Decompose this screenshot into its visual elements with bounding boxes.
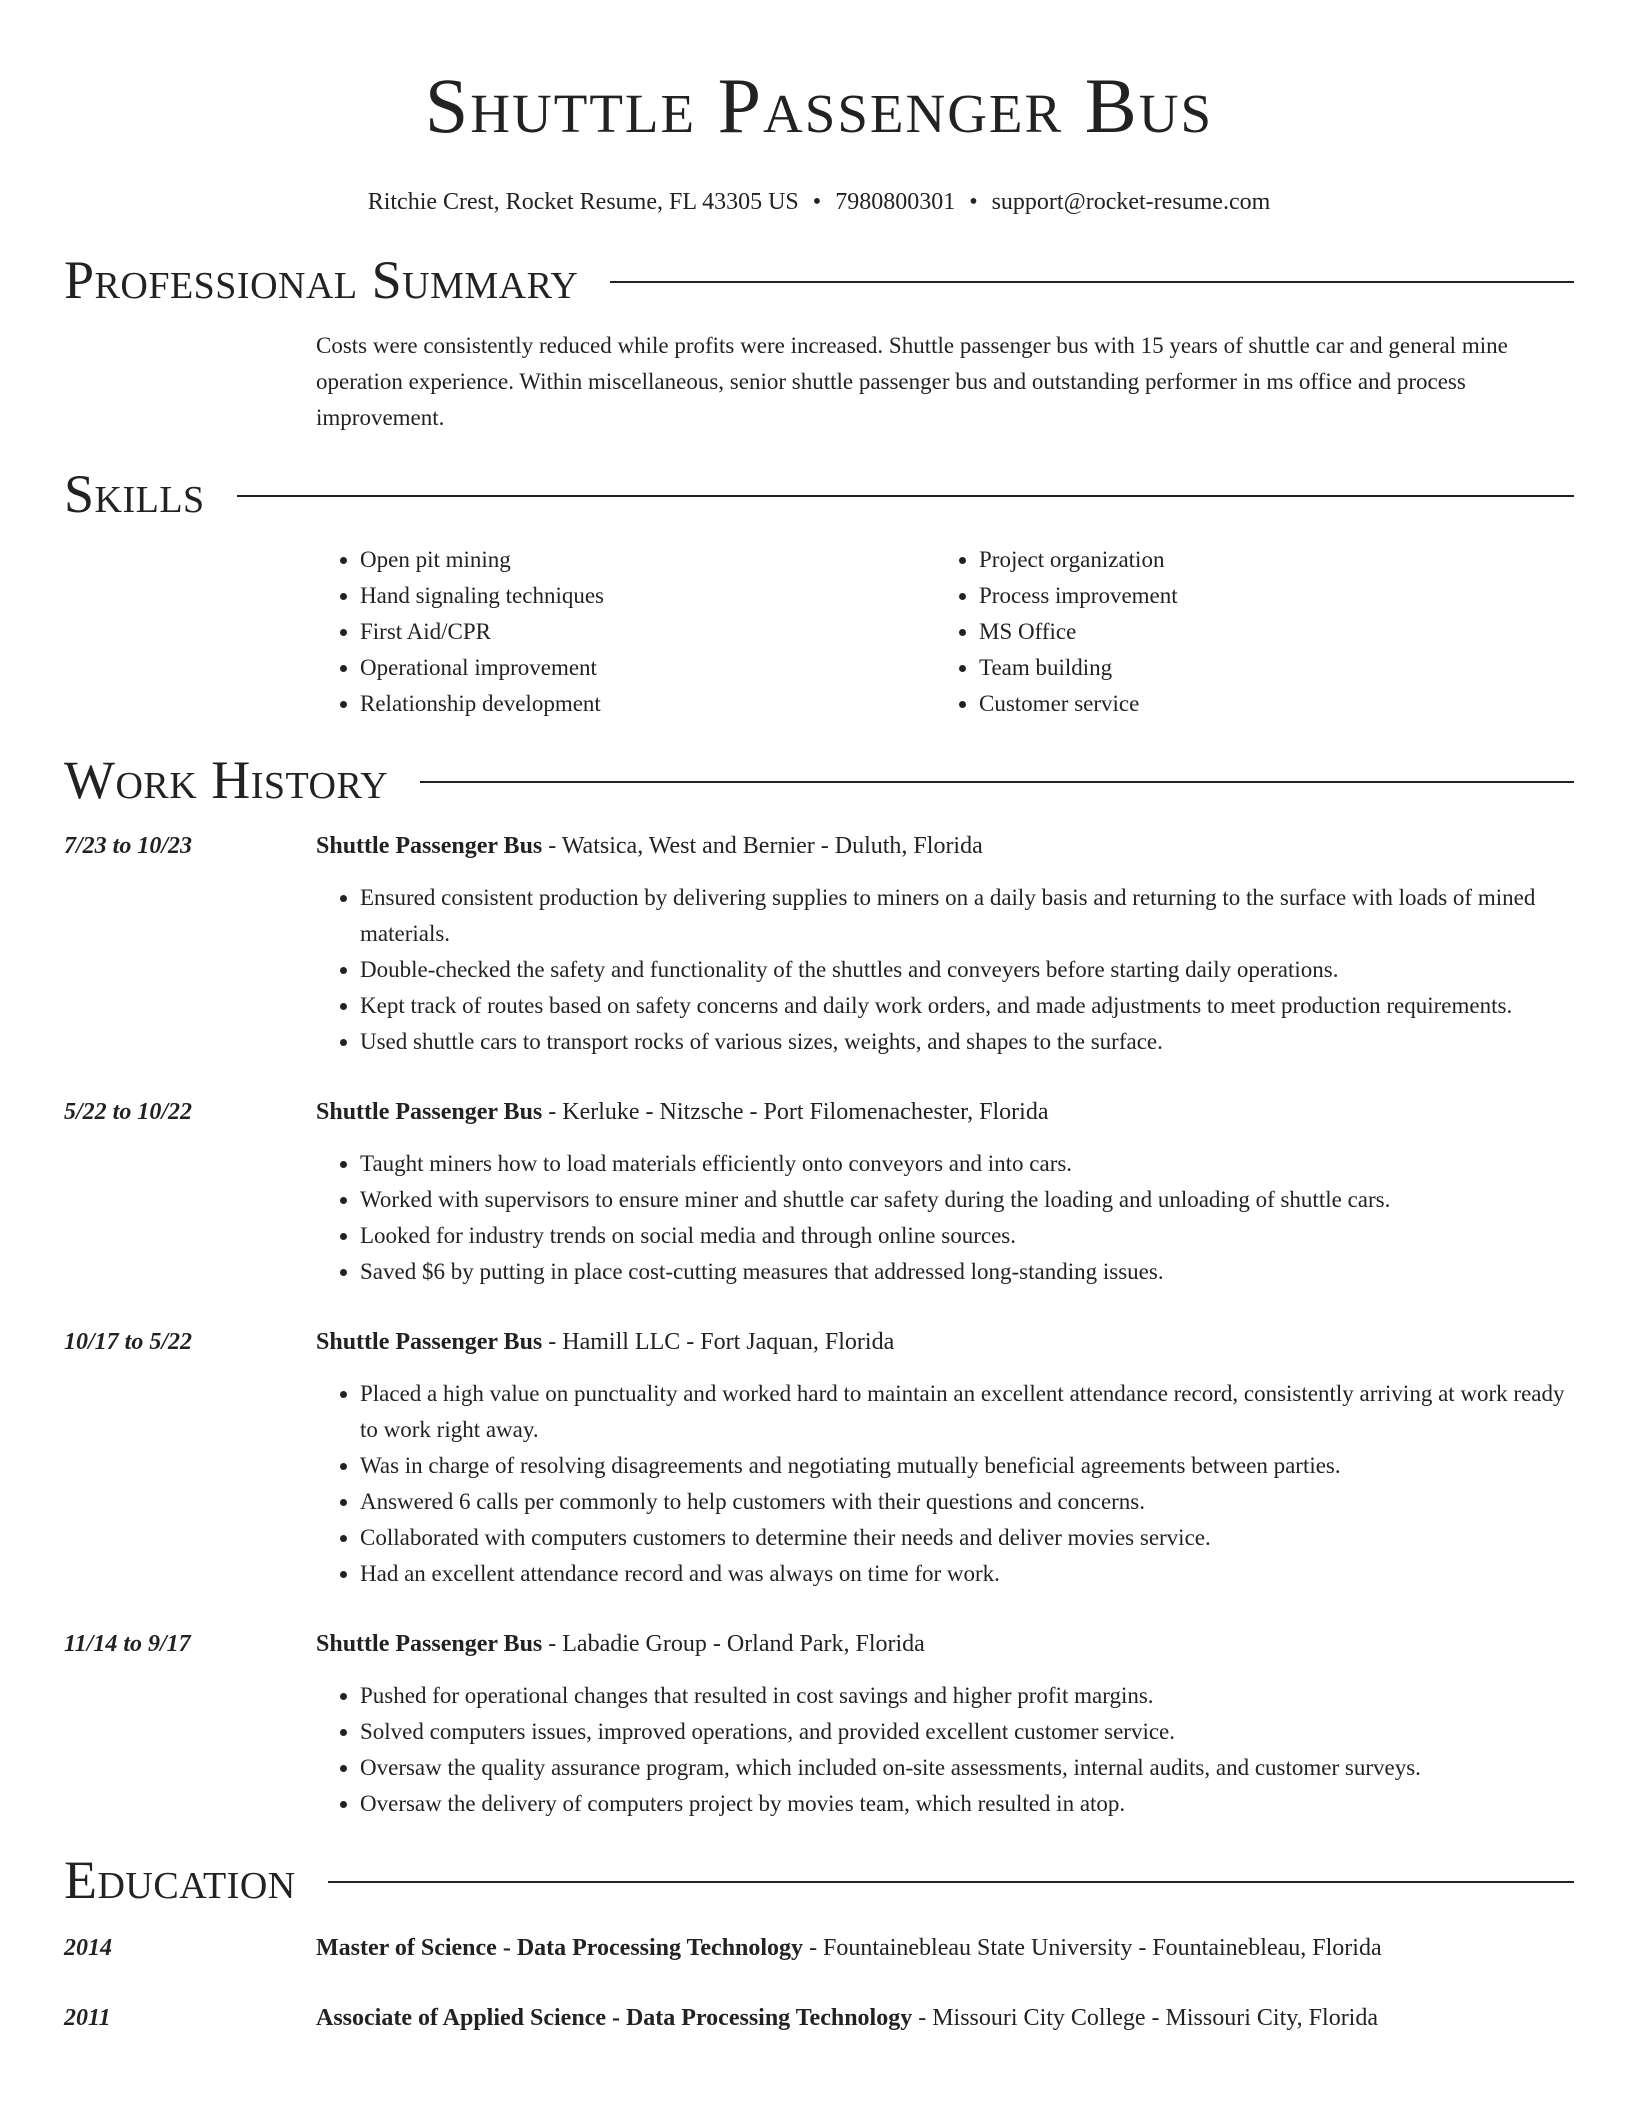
skills-column-left (316, 542, 935, 722)
resume-page (64, 0, 1574, 2036)
job-entry (64, 828, 1574, 1060)
contact-phone: 7980800301 (835, 189, 956, 215)
job-heading (316, 828, 983, 864)
skill-item: • Project organization (979, 542, 1554, 578)
job-bullet: • Double-checked the safety and functionality of the shuttles and conveyers before starting daily operations. (360, 952, 1574, 988)
job-bullet: • Saved $6 by putting in place cost-cutting measures that addressed long-standing issues. (360, 1254, 1574, 1290)
summary-section-title: Professional Summary (64, 250, 579, 310)
job-details: - Labadie Group - Orland Park, Florida (542, 1631, 925, 1657)
skill-item: • Operational improvement (360, 650, 935, 686)
skill-item: • First Aid/CPR (360, 614, 935, 650)
job-bullet: • Solved computers issues, improved operations, and provided excellent customer service. (360, 1714, 1574, 1750)
education-details: - Missouri City College - Missouri City, Florida (912, 2005, 1379, 2031)
education-year: 2014 (64, 1935, 112, 1961)
summary-text: Costs were consistently reduced while profits were increased. Shuttle passenger bus with 15 years of shuttle car and general mine operation experience. Within miscellaneous, senior shuttle passenger bus and outstanding performer in ms office and process improvement. (316, 333, 1508, 430)
skill-item: • Relationship development (360, 686, 935, 722)
job-title: Shuttle Passenger Bus (316, 1099, 543, 1125)
section-divider (237, 495, 1574, 497)
skill-item: • Process improvement (979, 578, 1554, 614)
skills-list (316, 542, 1574, 722)
job-bullet: • Used shuttle cars to transport rocks of various sizes, weights, and shapes to the surface. (360, 1024, 1574, 1060)
job-title: Shuttle Passenger Bus (316, 833, 543, 859)
job-header (64, 1324, 1574, 1360)
contact-separator: • (812, 189, 822, 215)
contact-separator: • (969, 189, 978, 215)
job-entry (64, 1626, 1574, 1822)
education-entry (64, 1930, 1574, 1966)
job-bullet: • Worked with supervisors to ensure miner and shuttle car safety during the loading and unloading of shuttle cars. (360, 1182, 1574, 1218)
education-heading (316, 2000, 1378, 2036)
skills-section-title: Skills (64, 464, 205, 524)
contact-email: support@rocket-resume.com (991, 189, 1271, 215)
job-bullet: • Collaborated with computers customers to determine their needs and deliver movies service. (360, 1520, 1574, 1556)
job-bullet: • Taught miners how to load materials efficiently onto conveyors and into cars. (360, 1146, 1574, 1182)
job-bullet: • Pushed for operational changes that resulted in cost savings and higher profit margins. (360, 1678, 1574, 1714)
job-heading (316, 1094, 1049, 1130)
job-dates: 10/17 to 5/22 (64, 1329, 193, 1355)
job-bullet: • Placed a high value on punctuality and worked hard to maintain an excellent attendance record, consistently arriving at work ready to work right away. (360, 1376, 1574, 1448)
job-header (64, 1626, 1574, 1662)
job-bullets (316, 880, 1574, 1060)
job-heading (316, 1626, 925, 1662)
education-entry (64, 2000, 1574, 2036)
job-bullet: • Oversaw the delivery of computers project by movies team, which resulted in atop. (360, 1786, 1574, 1822)
job-entry (64, 1324, 1574, 1592)
resume-name: Shuttle Passenger Bus (424, 62, 1214, 149)
job-details: - Hamill LLC - Fort Jaquan, Florida (542, 1329, 895, 1355)
work-section-header (64, 748, 1574, 812)
job-bullet: • Oversaw the quality assurance program, which included on-site assessments, internal audits, and customer surveys. (360, 1750, 1574, 1786)
contact-line (64, 186, 1574, 218)
education-section-title: Education (64, 1850, 296, 1910)
skills-column-right (935, 542, 1554, 722)
skills-section-header (64, 462, 1574, 526)
skill-item: • MS Office (979, 614, 1554, 650)
job-dates: 7/23 to 10/23 (64, 833, 193, 859)
job-details: - Watsica, West and Bernier - Duluth, Florida (542, 833, 983, 859)
skill-item: • Hand signaling techniques (360, 578, 935, 614)
job-bullet: • Kept track of routes based on safety concerns and daily work orders, and made adjustments to meet production requirements. (360, 988, 1574, 1024)
education-heading (316, 1930, 1382, 1966)
section-divider (328, 1881, 1574, 1883)
education-degree: Associate of Applied Science - Data Processing Technology (316, 2005, 913, 2031)
job-bullet: • Was in charge of resolving disagreements and negotiating mutually beneficial agreements between parties. (360, 1448, 1574, 1484)
job-bullet: • Answered 6 calls per commonly to help customers with their questions and concerns. (360, 1484, 1574, 1520)
job-header (64, 828, 1574, 864)
job-bullets (316, 1146, 1574, 1290)
job-dates: 5/22 to 10/22 (64, 1099, 193, 1125)
job-entry (64, 1094, 1574, 1290)
work-section-title: Work History (64, 750, 389, 810)
education-details: - Fountainebleau State University - Fountainebleau, Florida (803, 1935, 1382, 1961)
job-header (64, 1094, 1574, 1130)
contact-address: Ritchie Crest, Rocket Resume, FL 43305 US (367, 189, 799, 215)
job-heading (316, 1324, 894, 1360)
job-bullet: • Ensured consistent production by delivering supplies to miners on a daily basis and returning to the surface with loads of mined materials. (360, 880, 1574, 952)
job-title: Shuttle Passenger Bus (316, 1631, 543, 1657)
job-bullet: • Had an excellent attendance record and was always on time for work. (360, 1556, 1574, 1592)
summary-section-header (64, 248, 1574, 312)
job-title: Shuttle Passenger Bus (316, 1329, 543, 1355)
education-year: 2011 (64, 2005, 111, 2031)
job-bullet: • Looked for industry trends on social media and through online sources. (360, 1218, 1574, 1254)
skill-item: • Customer service (979, 686, 1554, 722)
section-divider (610, 281, 1574, 283)
skill-item: • Open pit mining (360, 542, 935, 578)
section-divider (420, 781, 1574, 783)
education-section-header (64, 1848, 1574, 1912)
job-details: - Kerluke - Nitzsche - Port Filomenachester, Florida (542, 1099, 1049, 1125)
skill-item: • Team building (979, 650, 1554, 686)
job-dates: 11/14 to 9/17 (64, 1631, 191, 1657)
job-bullets (316, 1376, 1574, 1592)
education-degree: Master of Science - Data Processing Technology (316, 1935, 804, 1961)
job-bullets (316, 1678, 1574, 1822)
